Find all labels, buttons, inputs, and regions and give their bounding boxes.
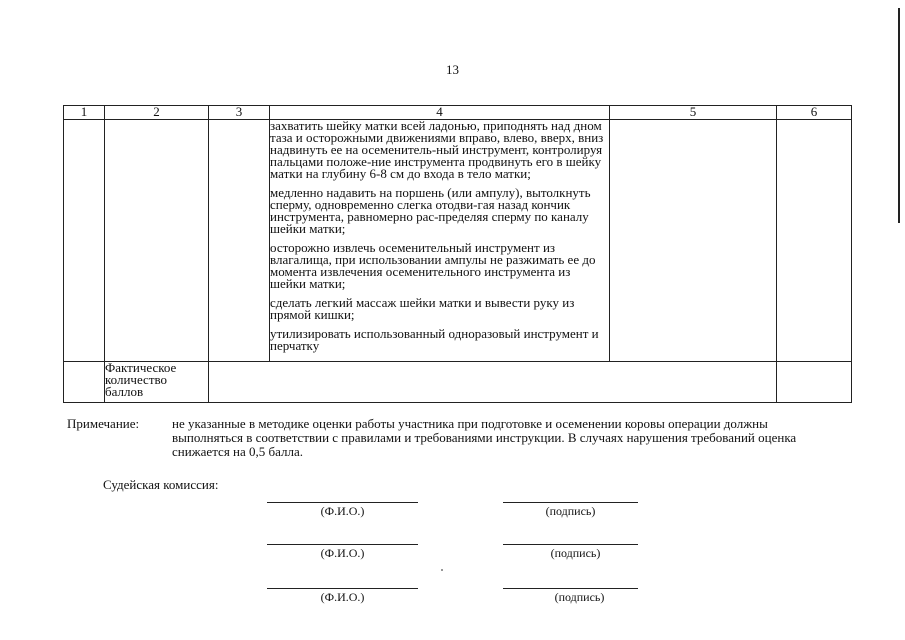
header-cell: 2 xyxy=(105,106,209,120)
name-line xyxy=(267,502,418,503)
signature-label: (подпись) xyxy=(554,590,605,604)
name-label: (Ф.И.О.) xyxy=(320,546,365,560)
score-value-cell xyxy=(209,362,777,403)
name-label: (Ф.И.О.) xyxy=(320,590,365,604)
note-label: Примечание: xyxy=(67,416,140,431)
procedure-step: утилизировать использованный одноразовый инструмент и перчатку xyxy=(270,326,599,353)
evaluation-table xyxy=(63,105,852,403)
page-number: 13 xyxy=(446,62,459,77)
empty-cell xyxy=(105,120,209,362)
actual-score-label: Фактическое количество баллов xyxy=(105,362,209,403)
note-text: не указанные в методике оценки работы участника при подготовке и осеменении коровы операции должны выполняться в соответствии с правилами и требованиями инструкции. В случаях нарушения требований оценка снижается на 0,5 балла. xyxy=(172,416,797,459)
signature-line xyxy=(503,502,638,503)
page-edge-rule xyxy=(898,8,900,223)
header-cell: 5 xyxy=(610,106,777,120)
name-line xyxy=(267,544,418,545)
signature-label: (подпись) xyxy=(550,546,601,560)
name-label: (Ф.И.О.) xyxy=(320,504,365,518)
procedure-step: осторожно извлечь осеменительный инструмент из влагалища, при использовании ампулы не разжимать ее до момента извлечения осеменительного инструмента из шейки матки; xyxy=(270,240,596,291)
procedure-steps-cell xyxy=(270,120,610,362)
empty-cell xyxy=(777,120,852,362)
empty-cell xyxy=(777,362,852,403)
scan-speck xyxy=(441,569,443,571)
score-row xyxy=(64,362,852,403)
header-cell: 4 xyxy=(270,106,610,120)
commission-title: Судейская комиссия: xyxy=(103,477,219,492)
empty-cell xyxy=(610,120,777,362)
empty-cell xyxy=(64,362,105,403)
signature-line xyxy=(503,544,638,545)
procedure-step: сделать легкий массаж шейки матки и вывести руку из прямой кишки; xyxy=(270,295,575,322)
empty-cell xyxy=(64,120,105,362)
empty-cell xyxy=(209,120,270,362)
header-cell: 6 xyxy=(777,106,852,120)
signature-label: (подпись) xyxy=(545,504,596,518)
procedure-step: захватить шейку матки всей ладонью, приподнять над дном таза и осторожными движениями вправо, влево, вверх, вниз надвинуть ее на осеменитель-ный инструмент, контролируя пальцами положе-ние инструмента продвинуть его в шейку матки на глубину 6-8 см до входа в тело матки; xyxy=(270,118,604,181)
header-cell: 3 xyxy=(209,106,270,120)
name-line xyxy=(267,588,418,589)
header-cell: 1 xyxy=(64,106,105,120)
table-row xyxy=(64,120,852,362)
procedure-step: медленно надавить на поршень (или ампулу), вытолкнуть сперму, одновременно слегка отодви-гая назад кончик инструмента, равномерно рас-пределяя сперму по каналу шейки матки; xyxy=(270,185,591,236)
signature-line xyxy=(503,588,638,589)
